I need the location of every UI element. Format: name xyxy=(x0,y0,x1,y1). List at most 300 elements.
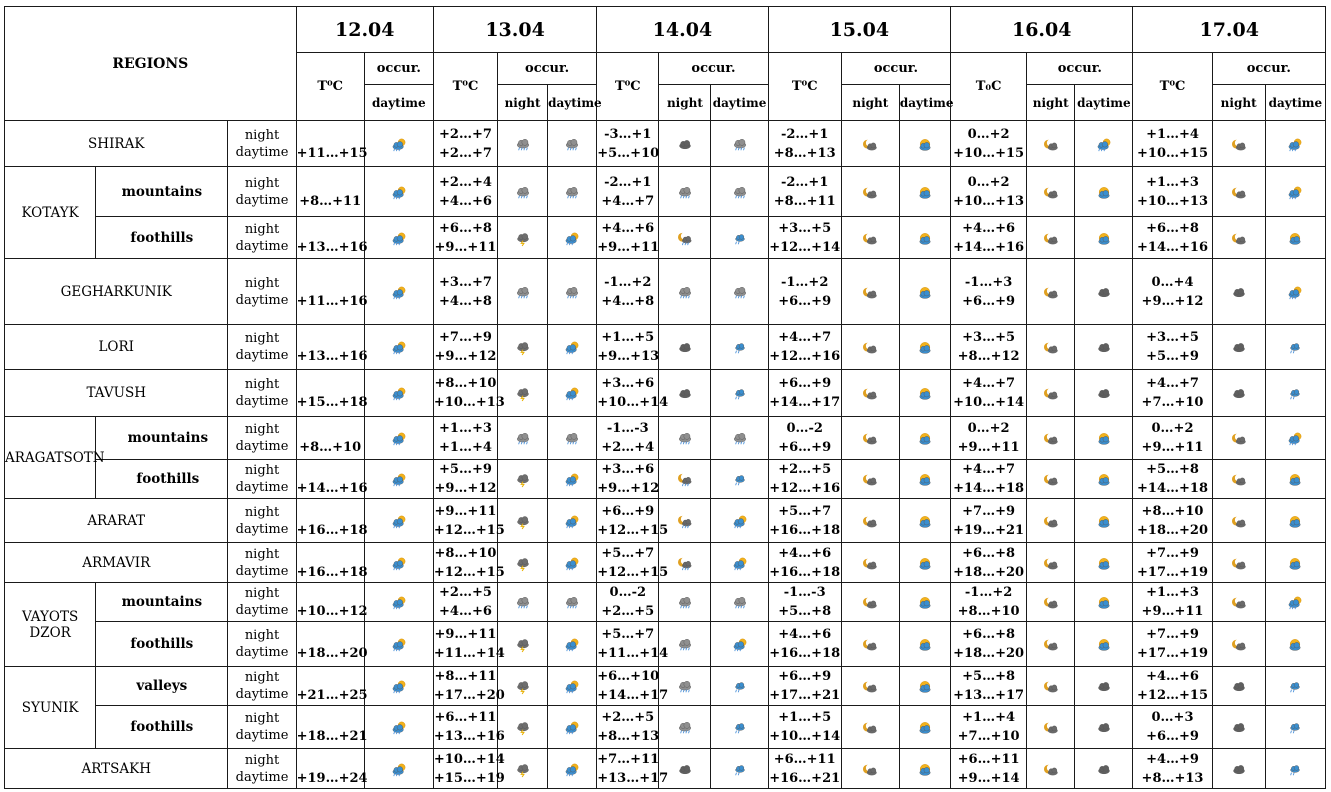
night-temperature: +5…+7 xyxy=(601,627,655,642)
weather-icon-cell xyxy=(711,706,768,749)
weather-icon-cell xyxy=(548,259,597,325)
temperature-header: T₀C xyxy=(951,53,1027,121)
night-temperature: +8…+11 xyxy=(434,669,497,684)
daytime-temperature: +10…+13 xyxy=(1137,193,1208,209)
weather-icon-cell xyxy=(548,417,597,460)
weather-icon-cell xyxy=(1075,417,1133,460)
weather-icon-cell xyxy=(841,622,899,667)
region-name: SYUNIK xyxy=(21,699,79,716)
weather-icon-cell xyxy=(364,706,433,749)
night-temperature: +6…+9 xyxy=(778,376,832,391)
temperature-cell xyxy=(1133,217,1212,259)
subregion-name: mountains xyxy=(127,430,209,446)
weather-icon-cell xyxy=(1075,167,1133,217)
cloud-rain-icon xyxy=(676,721,694,735)
daytime-temperature: +17…+21 xyxy=(769,688,841,703)
sun-cloud-rain-icon xyxy=(390,232,408,246)
temperature-cell xyxy=(433,167,497,217)
sun-cloud-rain-icon xyxy=(563,680,581,694)
weather-icon-cell xyxy=(1027,217,1075,259)
period-cell xyxy=(228,167,296,217)
table-row xyxy=(5,499,1326,543)
cloud-storm-icon xyxy=(514,232,532,246)
temperature-cell xyxy=(1133,325,1212,370)
temperature-cell xyxy=(768,460,841,499)
weather-icon-cell xyxy=(364,460,433,499)
sun-cloud-rain-icon xyxy=(390,341,408,355)
night-temperature: +6…+9 xyxy=(778,669,832,684)
moon-cloud-icon xyxy=(1042,680,1060,694)
moon-cloud-icon xyxy=(861,286,879,300)
weather-icon-cell xyxy=(1027,460,1075,499)
weather-icon-cell xyxy=(548,667,597,706)
night-header: night xyxy=(1027,85,1075,121)
night-temperature xyxy=(297,419,364,438)
sun-cloud-icon xyxy=(1095,515,1113,529)
weather-icon-cell xyxy=(498,622,548,667)
weather-icon-cell xyxy=(1212,583,1265,622)
cloud-rain-icon xyxy=(676,286,694,300)
weather-icon-cell xyxy=(364,417,433,460)
region-name: ARAGATSOTN xyxy=(5,449,105,466)
daytime-temperature: +13…+16 xyxy=(296,349,368,364)
cloud-icon xyxy=(1230,763,1248,777)
period-cell xyxy=(228,543,296,583)
weather-icon-cell xyxy=(899,417,950,460)
cloud-rain-icon xyxy=(731,432,749,446)
cloud-rain-icon xyxy=(563,286,581,300)
cloud-storm-icon xyxy=(514,721,532,735)
table-row xyxy=(5,121,1326,167)
weather-icon-cell xyxy=(1075,259,1133,325)
cloud-storm-icon xyxy=(514,387,532,401)
sun-cloud-rain-icon xyxy=(563,515,581,529)
temperature-cell xyxy=(433,499,505,543)
temperature-cell xyxy=(1133,499,1212,543)
temperature-cell xyxy=(1133,370,1212,417)
temperature-cell xyxy=(768,121,841,167)
temperature-cell xyxy=(951,499,1027,543)
night-temperature: +1…+5 xyxy=(778,710,832,725)
daytime-temperature: +4…+6 xyxy=(439,604,492,619)
weather-icon-cell xyxy=(364,217,433,259)
daytime-temperature: +9…+11 xyxy=(597,239,660,255)
subregion-name: mountains xyxy=(121,183,203,200)
sun-cloud-icon xyxy=(1286,473,1304,487)
moon-cloud-icon xyxy=(1042,432,1060,446)
daytime-temperature: +14…+17 xyxy=(597,688,669,703)
temperature-cell xyxy=(1133,417,1212,460)
weather-icon-cell xyxy=(899,667,950,706)
night-temperature xyxy=(297,173,364,192)
period-night: night xyxy=(244,377,280,392)
weather-icon-cell xyxy=(841,583,899,622)
weather-icon-cell xyxy=(841,121,899,167)
weather-icon-cell xyxy=(498,543,548,583)
daytime-temperature: +18…+21 xyxy=(296,729,368,744)
temperature-cell xyxy=(951,706,1027,749)
night-temperature: +6…+11 xyxy=(773,751,836,767)
weather-icon-cell xyxy=(711,325,768,370)
night-temperature: +7…+9 xyxy=(1146,627,1199,642)
period-night: night xyxy=(244,628,280,643)
night-temperature: +2…+7 xyxy=(439,126,492,142)
daytime-temperature: +8…+13 xyxy=(773,145,836,161)
temperature-cell xyxy=(597,622,669,667)
night-temperature: 0…+2 xyxy=(967,174,1010,190)
sun-cloud-icon xyxy=(916,763,934,777)
night-temperature: +3…+5 xyxy=(1146,330,1199,345)
temperature-cell xyxy=(433,259,497,325)
period-cell xyxy=(228,325,296,370)
night-temperature: +1…+3 xyxy=(439,421,492,436)
daytime-temperature: +4…+6 xyxy=(439,193,492,209)
temperature-cell xyxy=(597,583,659,622)
weather-icon-cell xyxy=(711,460,768,499)
cloud-icon xyxy=(1095,680,1113,694)
daytime-temperature: +9…+12 xyxy=(434,349,497,364)
sun-cloud-icon xyxy=(916,341,934,355)
table-row xyxy=(5,706,1326,749)
subregion-name: foothills xyxy=(136,471,200,487)
sun-cloud-rain-icon xyxy=(1286,432,1304,446)
night-temperature: +1…+5 xyxy=(601,330,655,345)
cloud-drizzle-icon xyxy=(731,721,749,735)
weather-icon-cell xyxy=(498,217,548,259)
cloud-drizzle-icon xyxy=(731,232,749,246)
weather-icon-cell xyxy=(498,325,548,370)
weather-icon-cell xyxy=(1212,749,1265,789)
temperature-cell xyxy=(768,417,841,460)
region-name: VAYOTS DZOR xyxy=(21,608,79,641)
moon-cloud-icon xyxy=(1042,763,1060,777)
weather-icon-cell xyxy=(498,460,548,499)
daytime-temperature: +8…+11 xyxy=(299,193,362,209)
period-night: night xyxy=(244,275,280,291)
weather-icon-cell xyxy=(364,749,433,789)
cloud-drizzle-icon xyxy=(1286,721,1304,735)
weather-icon-cell xyxy=(1075,217,1133,259)
cloud-drizzle-icon xyxy=(731,341,749,355)
cloud-icon xyxy=(1095,286,1113,300)
moon-cloud-icon xyxy=(1042,387,1060,401)
cloud-storm-icon xyxy=(514,638,532,652)
night-temperature: +3…+7 xyxy=(439,274,492,290)
table-row xyxy=(5,583,1326,622)
sun-cloud-icon xyxy=(1095,473,1113,487)
weather-icon-cell xyxy=(841,499,899,543)
weather-icon-cell xyxy=(659,259,711,325)
sun-cloud-rain-icon xyxy=(390,680,408,694)
weather-icon-cell xyxy=(659,583,711,622)
cloud-rain-icon xyxy=(514,186,532,200)
weather-icon-cell xyxy=(841,543,899,583)
period-cell xyxy=(228,667,296,706)
weather-icon-cell xyxy=(498,583,548,622)
daytime-temperature: +18…+20 xyxy=(1137,522,1208,538)
moon-cloud-icon xyxy=(1230,515,1248,529)
temperature-cell xyxy=(433,217,497,259)
weather-icon-cell xyxy=(1212,499,1265,543)
weather-icon-cell xyxy=(548,583,597,622)
temperature-cell xyxy=(768,583,841,622)
table-row xyxy=(5,217,1326,259)
daytime-temperature: +8…+10 xyxy=(299,440,362,455)
daytime-temperature: +8…+10 xyxy=(957,604,1020,619)
weather-icon-cell xyxy=(1212,460,1265,499)
temperature-cell xyxy=(597,167,659,217)
weather-icon-cell xyxy=(548,121,597,167)
daytime-temperature: +4…+8 xyxy=(601,293,655,309)
daytime-temperature: +10…+15 xyxy=(1137,145,1208,161)
sun-cloud-icon xyxy=(1286,232,1304,246)
sun-cloud-rain-icon xyxy=(1286,138,1304,152)
night-temperature: 0…-2 xyxy=(786,421,823,436)
night-temperature: +5…+9 xyxy=(439,462,492,477)
weather-icon-cell xyxy=(1027,259,1075,325)
night-temperature: -1…+2 xyxy=(964,585,1013,600)
daytime-temperature: +9…+11 xyxy=(434,239,497,255)
night-temperature: +7…+11 xyxy=(597,751,660,767)
temperature-cell xyxy=(296,259,368,325)
weather-icon-cell xyxy=(498,667,548,706)
daytime-temperature: +4…+7 xyxy=(601,193,655,209)
weather-icon-cell xyxy=(1027,417,1075,460)
temperature-cell xyxy=(951,749,1027,789)
weather-icon-cell xyxy=(1212,706,1265,749)
temperature-cell xyxy=(433,325,497,370)
daytime-temperature: +2…+7 xyxy=(439,145,492,161)
sun-cloud-rain-icon xyxy=(390,763,408,777)
sun-cloud-icon xyxy=(1095,557,1113,571)
daytime-temperature: +4…+8 xyxy=(439,293,492,309)
moon-cloud-icon xyxy=(861,721,879,735)
sun-cloud-icon xyxy=(1286,515,1304,529)
temperature-cell xyxy=(433,749,505,789)
cloud-drizzle-icon xyxy=(731,387,749,401)
weather-icon-cell xyxy=(1075,460,1133,499)
weather-icon-cell xyxy=(1212,259,1265,325)
temperature-cell xyxy=(597,417,659,460)
period-night: night xyxy=(244,752,280,768)
cloud-drizzle-icon xyxy=(731,763,749,777)
weather-icon-cell xyxy=(548,325,597,370)
weather-icon-cell xyxy=(659,417,711,460)
daytime-temperature: +11…+14 xyxy=(433,646,505,661)
night-temperature: +4…+7 xyxy=(1146,376,1199,391)
subregion-cell xyxy=(96,622,228,667)
night-temperature: +7…+9 xyxy=(439,330,492,345)
subregion-cell xyxy=(96,583,228,622)
period-night: night xyxy=(244,586,280,601)
weather-icon-cell xyxy=(1265,667,1325,706)
weather-icon-cell xyxy=(899,217,950,259)
sun-cloud-rain-icon xyxy=(563,638,581,652)
period-night: night xyxy=(244,221,280,237)
sun-cloud-icon xyxy=(916,286,934,300)
daytime-temperature: +13…+16 xyxy=(433,729,505,744)
occurrence-header: occur. xyxy=(498,53,597,85)
weather-icon-cell xyxy=(1265,259,1325,325)
temperature-header: T⁰C xyxy=(597,53,659,121)
cloud-icon xyxy=(676,763,694,777)
weather-icon-cell xyxy=(899,749,950,789)
weather-icon-cell xyxy=(364,667,433,706)
weather-icon-cell xyxy=(1265,499,1325,543)
weather-icon-cell xyxy=(659,167,711,217)
daytime-temperature: +8…+12 xyxy=(957,349,1020,364)
temperature-cell xyxy=(296,499,368,543)
night-temperature: -1…-3 xyxy=(783,585,826,600)
temperature-cell xyxy=(296,460,368,499)
cloud-rain-icon xyxy=(731,186,749,200)
daytime-temperature: +5…+10 xyxy=(597,145,660,161)
weather-icon-cell xyxy=(364,370,433,417)
night-temperature: +4…+6 xyxy=(778,545,832,561)
weather-icon-cell xyxy=(1212,622,1265,667)
cloud-drizzle-icon xyxy=(1286,680,1304,694)
night-temperature xyxy=(297,460,364,479)
daytime-temperature: +9…+14 xyxy=(957,770,1020,786)
moon-cloud-icon xyxy=(1042,138,1060,152)
sun-cloud-icon xyxy=(1286,557,1304,571)
weather-icon-cell xyxy=(498,370,548,417)
weather-icon-cell xyxy=(498,121,548,167)
temperature-cell xyxy=(951,370,1027,417)
weather-icon-cell xyxy=(364,583,433,622)
sun-cloud-rain-icon xyxy=(563,341,581,355)
sun-cloud-rain-icon xyxy=(563,387,581,401)
night-temperature: 0…+3 xyxy=(1151,710,1194,725)
temperature-header: T⁰C xyxy=(296,53,364,121)
night-temperature: +6…+9 xyxy=(601,503,655,519)
weather-icon-cell xyxy=(899,167,950,217)
sun-cloud-icon xyxy=(916,638,934,652)
night-temperature: +3…+5 xyxy=(778,220,832,236)
cloud-drizzle-icon xyxy=(1286,341,1304,355)
cloud-rain-icon xyxy=(514,596,532,610)
temperature-cell xyxy=(597,543,669,583)
moon-cloud-icon xyxy=(1042,341,1060,355)
weather-icon-cell xyxy=(548,217,597,259)
temperature-cell xyxy=(1133,460,1212,499)
temperature-cell xyxy=(433,370,505,417)
daytime-temperature: +16…+18 xyxy=(296,522,368,538)
daytime-temperature: +17…+20 xyxy=(433,688,505,703)
daytime-temperature: +16…+18 xyxy=(769,522,841,538)
night-temperature: +4…+7 xyxy=(962,376,1016,391)
weather-icon-cell xyxy=(548,499,597,543)
daytime-temperature: +6…+9 xyxy=(962,293,1016,309)
daytime-temperature: +12…+15 xyxy=(597,522,669,538)
cloud-storm-icon xyxy=(514,341,532,355)
moon-cloud-rain-icon xyxy=(676,557,694,571)
cloud-drizzle-icon xyxy=(1286,387,1304,401)
night-temperature: +6…+10 xyxy=(597,669,660,684)
night-temperature: +2…+4 xyxy=(439,174,492,190)
night-temperature xyxy=(297,750,364,769)
night-temperature: +2…+5 xyxy=(439,585,492,600)
cloud-drizzle-icon xyxy=(731,473,749,487)
night-temperature: +6…+8 xyxy=(1146,220,1199,236)
weather-icon-cell xyxy=(1212,167,1265,217)
weather-icon-cell xyxy=(711,667,768,706)
night-temperature xyxy=(297,125,364,144)
weather-icon-cell xyxy=(1265,460,1325,499)
period-night: night xyxy=(244,331,280,346)
temperature-cell xyxy=(1133,583,1212,622)
daytime-temperature: +18…+20 xyxy=(953,646,1025,661)
weather-icon-cell xyxy=(711,583,768,622)
region-cell xyxy=(5,749,228,789)
weather-icon-cell xyxy=(841,167,899,217)
weather-icon-cell xyxy=(1027,667,1075,706)
daytime-temperature: +16…+21 xyxy=(769,770,841,786)
weather-icon-cell xyxy=(1027,325,1075,370)
sun-cloud-icon xyxy=(916,186,934,200)
night-temperature: -2…+1 xyxy=(604,174,652,190)
weather-icon-cell xyxy=(1265,417,1325,460)
cloud-rain-icon xyxy=(514,138,532,152)
moon-cloud-icon xyxy=(1230,557,1248,571)
daytime-temperature: +7…+10 xyxy=(1141,395,1204,410)
date-header: 14.04 xyxy=(597,7,768,53)
daytime-temperature: +11…+15 xyxy=(296,145,368,161)
temperature-cell xyxy=(1133,543,1212,583)
period-cell xyxy=(228,370,296,417)
temperature-cell xyxy=(951,217,1027,259)
region-cell xyxy=(5,259,228,325)
weather-icon-cell xyxy=(1265,121,1325,167)
weather-icon-cell xyxy=(498,167,548,217)
temperature-cell xyxy=(296,325,368,370)
night-temperature: +8…+10 xyxy=(1141,503,1204,519)
night-temperature: -1…+2 xyxy=(780,274,829,290)
temperature-cell xyxy=(433,706,505,749)
sun-cloud-rain-icon xyxy=(1286,596,1304,610)
weather-icon-cell xyxy=(1212,543,1265,583)
night-temperature: +4…+7 xyxy=(962,462,1016,477)
night-temperature xyxy=(297,583,364,602)
night-temperature: +1…+4 xyxy=(962,710,1016,725)
period-night: night xyxy=(244,504,280,520)
weather-icon-cell xyxy=(841,417,899,460)
temperature-cell xyxy=(296,622,368,667)
period-night: night xyxy=(244,711,280,726)
daytime-temperature: +1…+4 xyxy=(439,440,492,455)
sun-cloud-rain-icon xyxy=(390,557,408,571)
weather-icon-cell xyxy=(364,622,433,667)
weather-icon-cell xyxy=(899,583,950,622)
night-temperature: +4…+6 xyxy=(962,220,1016,236)
daytime-temperature: +14…+18 xyxy=(1137,481,1208,496)
subregion-cell xyxy=(96,417,228,460)
period-cell xyxy=(228,622,296,667)
night-temperature xyxy=(297,502,364,521)
period-cell xyxy=(228,706,296,749)
temperature-cell xyxy=(951,325,1027,370)
period-cell xyxy=(228,417,296,460)
region-cell xyxy=(5,667,96,749)
cloud-icon xyxy=(1230,341,1248,355)
daytime-temperature: +9…+12 xyxy=(1141,293,1204,309)
period-daytime: daytime xyxy=(235,144,289,160)
weather-icon-cell xyxy=(1027,543,1075,583)
daytime-header: daytime xyxy=(1265,85,1325,121)
cloud-rain-icon xyxy=(563,596,581,610)
temperature-cell xyxy=(296,583,368,622)
moon-cloud-icon xyxy=(861,473,879,487)
